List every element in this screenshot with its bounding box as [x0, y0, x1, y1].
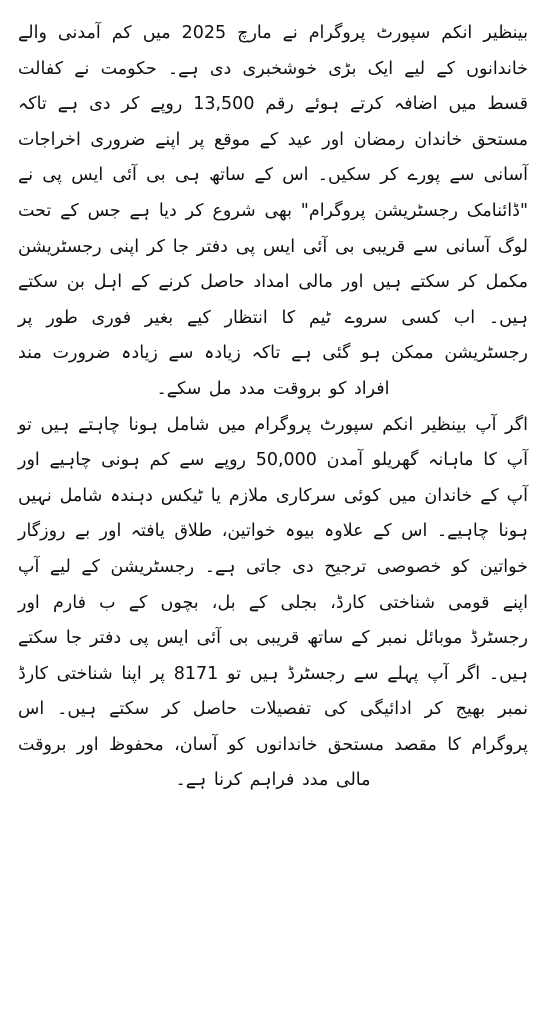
article-paragraph-2: اگر آپ بینظیر انکم سپورٹ پروگرام میں شامل ہونا چاہتے ہیں تو آپ کا ماہانہ گھریلو آمدن 50,000 روپے سے کم ہونی چاہیے اور آپ کے خاندان میں کوئی سرکاری ملازم یا ٹیکس دہندہ شامل نہیں ہونا چاہیے۔ اس کے علاوہ بیوہ خواتین، طلاق یافتہ اور بے روزگار خواتین کو خصوصی ترجیح دی جاتی ہے۔ رجسٹریشن کے لیے آپ اپنے قومی شناختی کارڈ، بجلی کے بل، بچوں کے ب فارم اور رجسٹرڈ موبائل نمبر کے ساتھ قریبی بی آئی ایس پی دفتر جا سکتے ہیں۔ اگر آپ پہلے سے رجسٹرڈ ہیں تو 8171 پر اپنا شناختی کارڈ نمبر بھیج کر ادائیگی کی تفصیلات حاصل کر سکتے ہیں۔ اس پروگرام کا مقصد مستحق خاندانوں کو آسان، محفوظ اور بروقت مالی مدد فراہم کرنا ہے۔ — [18, 414, 529, 791]
article-paragraph-1: بینظیر انکم سپورٹ پروگرام نے مارچ 2025 میں کم آمدنی والے خاندانوں کے لیے ایک بڑی خوشخبری دی ہے۔ حکومت نے کفالت قسط میں اضافہ کرتے ہوئے رقم 13,500 روپے کر دی ہے تاکہ مستحق خاندان رمضان اور عید کے موقع پر اپنے ضروری اخراجات آسانی سے پورے کر سکیں۔ اس کے ساتھ ہی بی آئی ایس پی نے "ڈائنامک رجسٹریشن پروگرام" بھی شروع کر دیا ہے جس کے تحت لوگ آسانی سے قریبی بی آئی ایس پی دفتر جا کر اپنی رجسٹریشن مکمل کر سکتے ہیں اور مالی امداد حاصل کرنے کے اہل بن سکتے ہیں۔ اب کسی سروے ٹیم کا انتظار کیے بغیر فوری طور پر رجسٹریشن ممکن ہو گئی ہے تاکہ زیادہ سے زیادہ ضرورت مند افراد کو بروقت مدد مل سکے۔ — [18, 23, 528, 399]
